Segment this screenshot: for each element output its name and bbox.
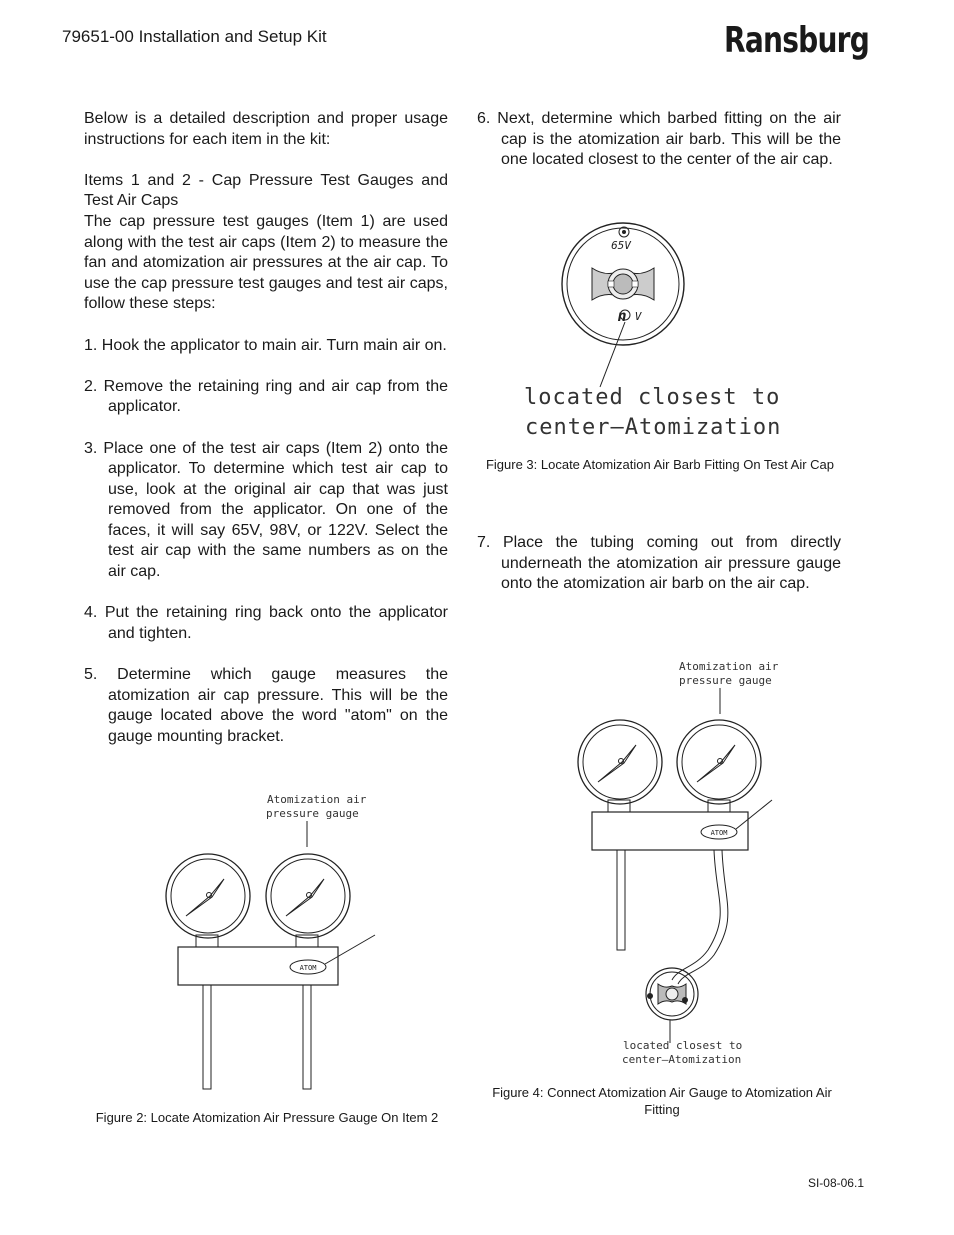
step-6: 6. Next, determine which barbed fitting on the air cap is the atomization air barb. This will be the one located closest to the center of the air cap.: [477, 110, 841, 169]
fig3-cap-text: 65V: [611, 239, 631, 252]
fig3-label-line2: center—Atomization: [525, 415, 782, 440]
step-7: 7. Place the tubing coming out from directly underneath the atomization air pressure gauge onto the atomization air barb on the air cap.: [477, 534, 841, 593]
fig4-left-gauge-icon: [578, 720, 662, 804]
figure-3-caption: Figure 3: Locate Atomization Air Barb Fitting On Test Air Cap: [485, 457, 835, 472]
svg-text:n: n: [617, 307, 627, 325]
fig2-atom-label: ATOM: [299, 964, 317, 972]
left-column: [84, 109, 448, 747]
items-heading: Items 1 and 2 - Cap Pressure Test Gauges and Test Air Caps: [84, 171, 448, 210]
brand-logo: Ransburg: [724, 20, 870, 61]
step-6-block: [477, 109, 841, 171]
figure-3-air-cap: [510, 212, 800, 442]
fig4-atom-gauge-icon: [677, 720, 761, 804]
figure-2-caption: Figure 2: Locate Atomization Air Pressure Gauge On Item 2: [95, 1110, 439, 1125]
document-id: SI-08-06.1: [807, 1176, 864, 1190]
step-4: 4. Put the retaining ring back onto the applicator and tighten.: [84, 604, 448, 642]
fig2-label-line2: pressure gauge: [266, 807, 359, 820]
fig2-label-line1: Atomization air: [267, 793, 367, 806]
figure-4-caption: Figure 4: Connect Atomization Air Gauge to Atomization Air Fitting: [492, 1085, 832, 1117]
fig3-label-line1: located closest to: [524, 385, 781, 410]
fig4-label-line2: pressure gauge: [679, 674, 772, 687]
step-7-block: [477, 533, 841, 595]
fig4-label-line4: center—Atomization: [622, 1053, 742, 1066]
fig4-label-line3: located closest to: [623, 1039, 743, 1052]
svg-text:V: V: [634, 310, 642, 323]
step-2: 2. Remove the retaining ring and air cap from the applicator.: [84, 377, 448, 416]
left-gauge-icon: [166, 854, 250, 938]
figure-4-connection: [560, 650, 820, 1070]
step-3: 3. Place one of the test air caps (Item 2) onto the applicator. To determine which test air cap to use, look at the original air cap that was just removed from the applicator. On one of the faces, it will say 65V, 98V, or 122V. Select the test air cap with the same numbers as on the air cap.: [84, 439, 448, 581]
figure-2-gauges: [150, 785, 390, 1095]
intro-text: Below is a detailed description and proper usage instructions for each item in the kit:: [84, 110, 448, 148]
atomization-gauge-icon: [266, 854, 350, 938]
fig4-label-line1: Atomization air: [679, 660, 779, 673]
items-body: The cap pressure test gauges (Item 1) are used along with the test air caps (Item 2) to measure the fan and atomization air pressures at the air cap. To use the cap pressure test gauges and test air caps, follow these steps:: [84, 212, 448, 313]
fig4-atom-label: ATOM: [710, 829, 728, 837]
step-1: 1. Hook the applicator to main air. Turn main air on.: [84, 336, 447, 354]
step-5: 5. Determine which gauge measures the atomization air cap pressure. This will be the gauge located above the word "atom" on the gauge mounting bracket.: [84, 666, 448, 745]
document-title: 79651-00 Installation and Setup Kit: [62, 27, 327, 46]
